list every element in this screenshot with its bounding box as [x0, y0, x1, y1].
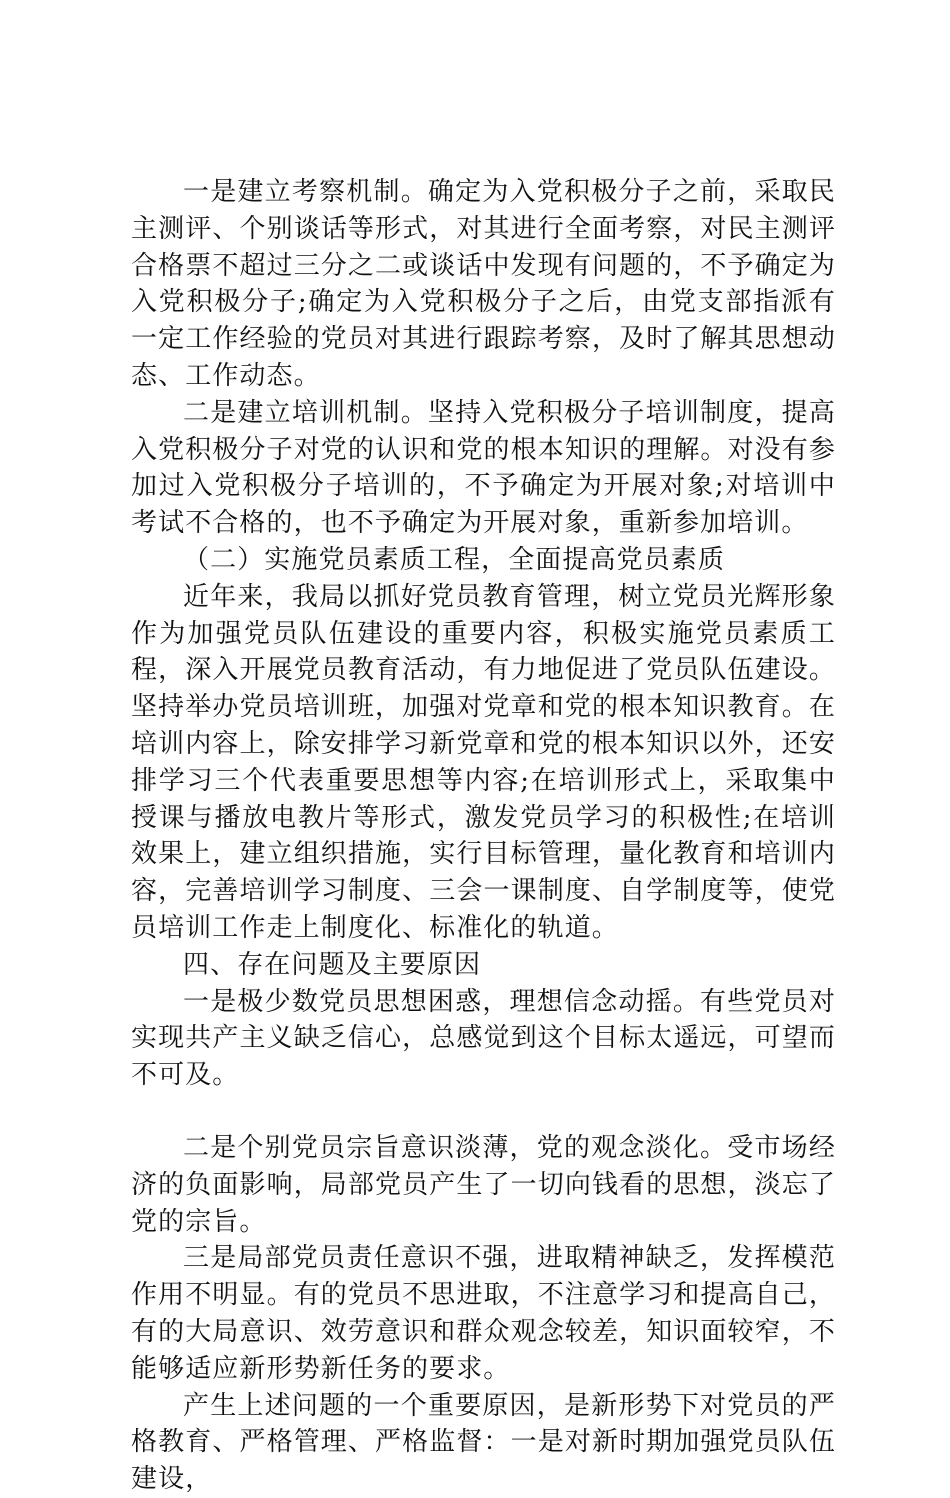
paragraph-recent-years: 近年来，我局以抓好党员教育管理，树立党员光辉形象作为加强党员队伍建设的重要内容，积极实施党员素质工程，深入开展党员教育活动，有力地促进了党员队伍建设。坚持举办党员培训班，加强对党章和党的根本知识教育。在培训内容上，除安排学习新党章和党的根本知识以外，还安排学习三个代表重要思想等内容;在培训形式上，采取集中授课与播放电教片等形式，激发党员学习的积极性;在培训效果上，建立组织措施，实行目标管理，量化教育和培训内容，完善培训学习制度、三会一课制度、自学制度等，使党员培训工作走上制度化、标准化的轨道。 — [131, 581, 836, 943]
section-heading-problems: 四、存在问题及主要原因 — [183, 949, 482, 980]
paragraph-training-mechanism: 二是建立培训机制。坚持入党积极分子培训制度，提高入党积极分子对党的认识和党的根本知识的理解。对没有参加过入党积极分子培训的，不予确定为开展对象;对培训中考试不合格的，也不予确定为开展对象，重新参加培训。 — [131, 397, 836, 539]
section-heading-quality-project: （二）实施党员素质工程，全面提高党员素质 — [183, 544, 726, 575]
paragraph-inspection-mechanism: 一是建立考察机制。确定为入党积极分子之前，采取民主测评、个别谈话等形式，对其进行全面考察，对民主测评合格票不超过三分之二或谈话中发现有问题的，不予确定为入党积极分子;确定为入党积极分子之后，由党支部指派有一定工作经验的党员对其进行跟踪考察，及时了解其思想动态、工作动态。 — [131, 177, 836, 391]
document-body — [131, 174, 836, 1498]
paragraph-problem-one: 一是极少数党员思想困惑，理想信念动摇。有些党员对实现共产主义缺乏信心，总感觉到这个目标太遥远，可望而不可及。 — [131, 986, 836, 1091]
paragraph-problem-two: 二是个别党员宗旨意识淡薄，党的观念淡化。受市场经济的负面影响，局部党员产生了一切向钱看的思想，淡忘了党的宗旨。 — [131, 1132, 836, 1237]
paragraph-problem-three: 三是局部党员责任意识不强，进取精神缺乏，发挥模范作用不明显。有的党员不思进取，不注意学习和提高自己，有的大局意识、效劳意识和群众观念较差，知识面较窄，不能够适应新形势新任务的要求。 — [131, 1243, 836, 1384]
paragraph-causes: 产生上述问题的一个重要原因，是新形势下对党员的严格教育、严格管理、严格监督：一是对新时期加强党员队伍建设， — [131, 1390, 836, 1495]
